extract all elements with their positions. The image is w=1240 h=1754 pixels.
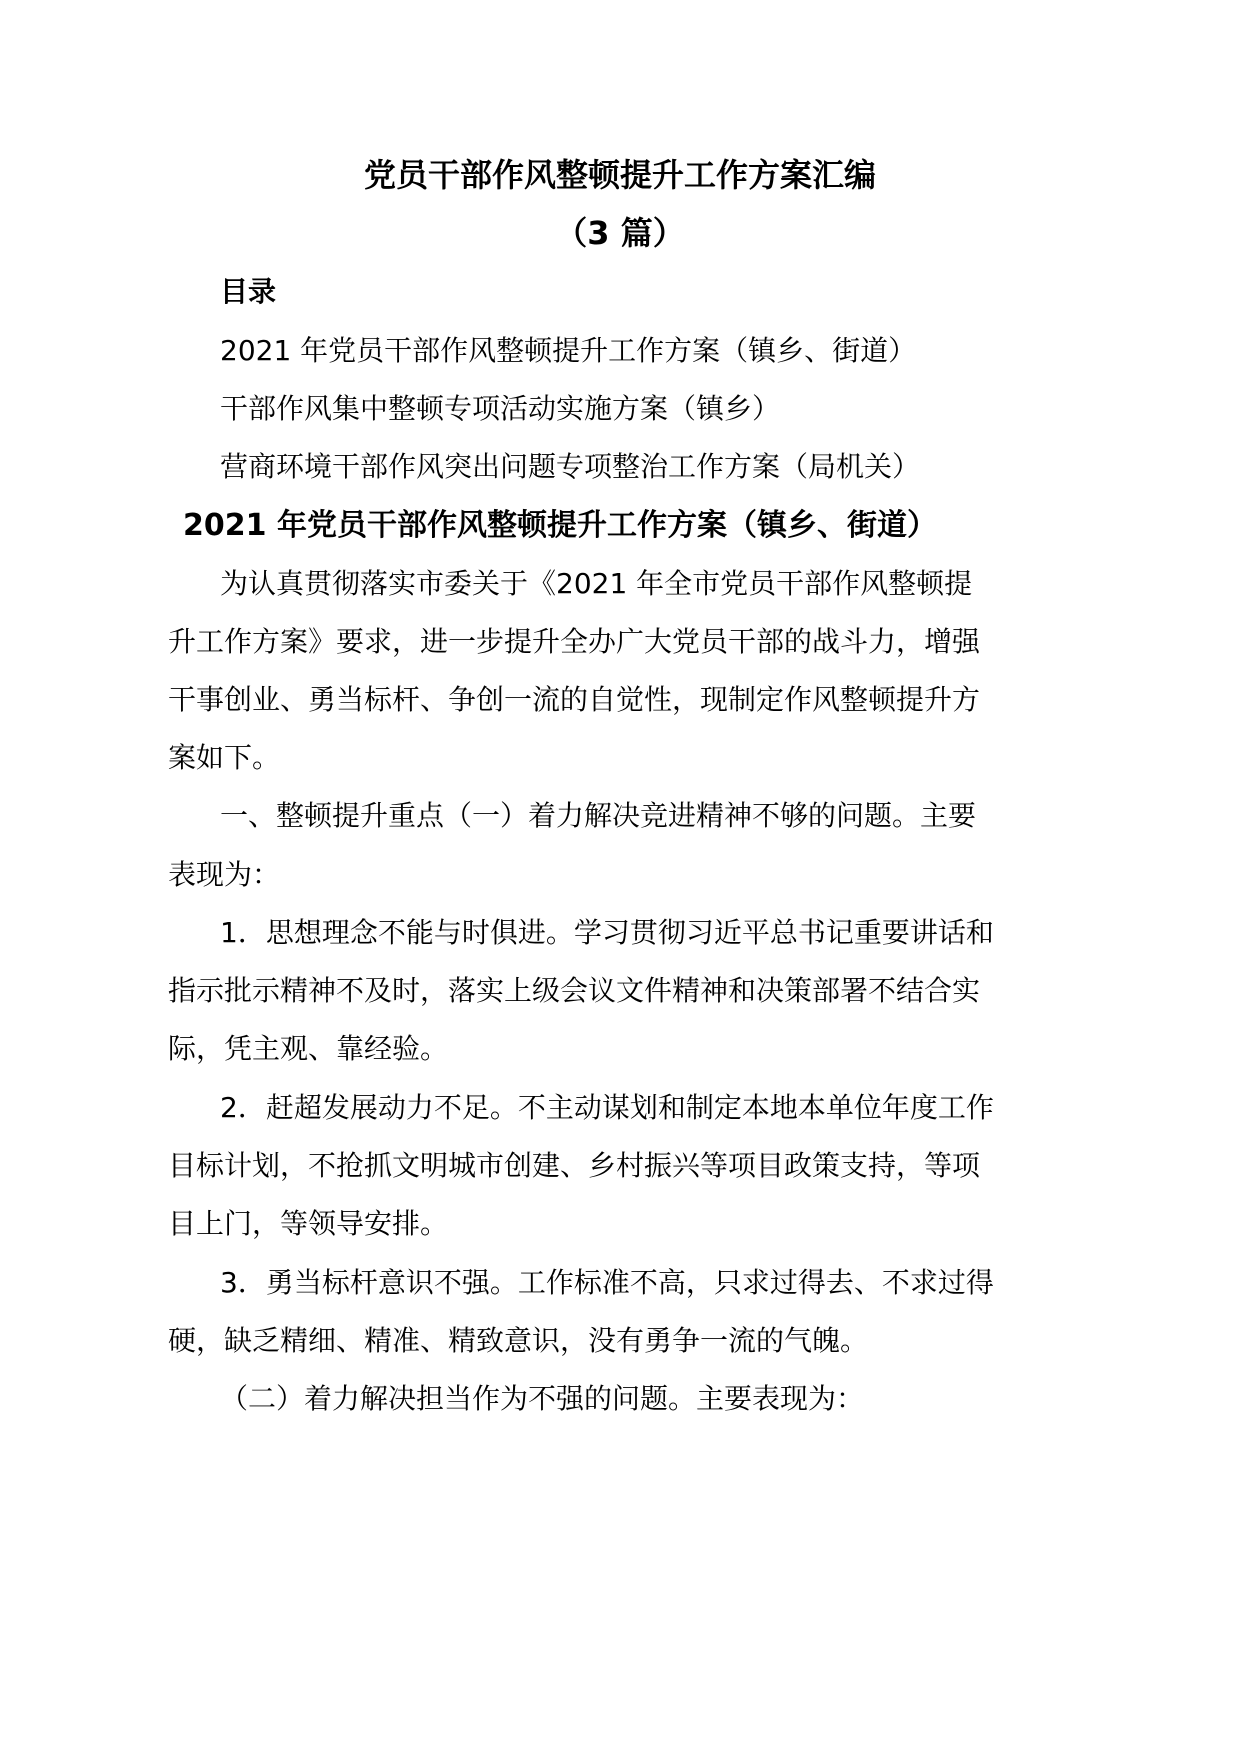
body-line: 指示批示精神不及时，落实上级会议文件精神和决策部署不结合实 <box>168 974 981 1007</box>
toc-item: 营商环境干部作风突出问题专项整治工作方案（局机关） <box>220 450 921 483</box>
section-title: 2021 年党员干部作风整顿提升工作方案（镇乡、街道） <box>183 508 937 543</box>
body-line: 2．赶超发展动力不足。不主动谋划和制定本地本单位年度工作 <box>220 1091 994 1124</box>
body-line: 硬，缺乏精细、精准、精致意识，没有勇争一流的气魄。 <box>168 1324 869 1357</box>
body-line: （二）着力解决担当作为不强的问题。主要表现为： <box>220 1382 865 1415</box>
toc-heading: 目录 <box>220 275 277 308</box>
body-line: 表现为： <box>168 858 281 891</box>
body-line: 为认真贯彻落实市委关于《2021 年全市党员干部作风整顿提 <box>220 567 973 600</box>
toc-item: 2021 年党员干部作风整顿提升工作方案（镇乡、街道） <box>220 334 917 367</box>
toc-item: 干部作风集中整顿专项活动实施方案（镇乡） <box>220 392 781 425</box>
body-line: 目上门，等领导安排。 <box>168 1207 449 1240</box>
document-title: 党员干部作风整顿提升工作方案汇编 <box>363 156 876 194</box>
body-line: 际，凭主观、靠经验。 <box>168 1032 449 1065</box>
body-line: 1．思想理念不能与时俱进。学习贯彻习近平总书记重要讲话和 <box>220 916 994 949</box>
body-line: 目标计划，不抢抓文明城市创建、乡村振兴等项目政策支持，等项 <box>168 1149 981 1182</box>
body-line: 案如下。 <box>168 741 281 774</box>
body-line: 干事创业、勇当标杆、争创一流的自觉性，现制定作风整顿提升方 <box>168 683 981 716</box>
body-line: 升工作方案》要求，进一步提升全办广大党员干部的战斗力，增强 <box>168 625 981 658</box>
document-subtitle: （3 篇） <box>555 214 685 252</box>
body-line: 一、整顿提升重点（一）着力解决竞进精神不够的问题。主要 <box>220 799 977 832</box>
body-line: 3．勇当标杆意识不强。工作标准不高，只求过得去、不求过得 <box>220 1266 994 1299</box>
